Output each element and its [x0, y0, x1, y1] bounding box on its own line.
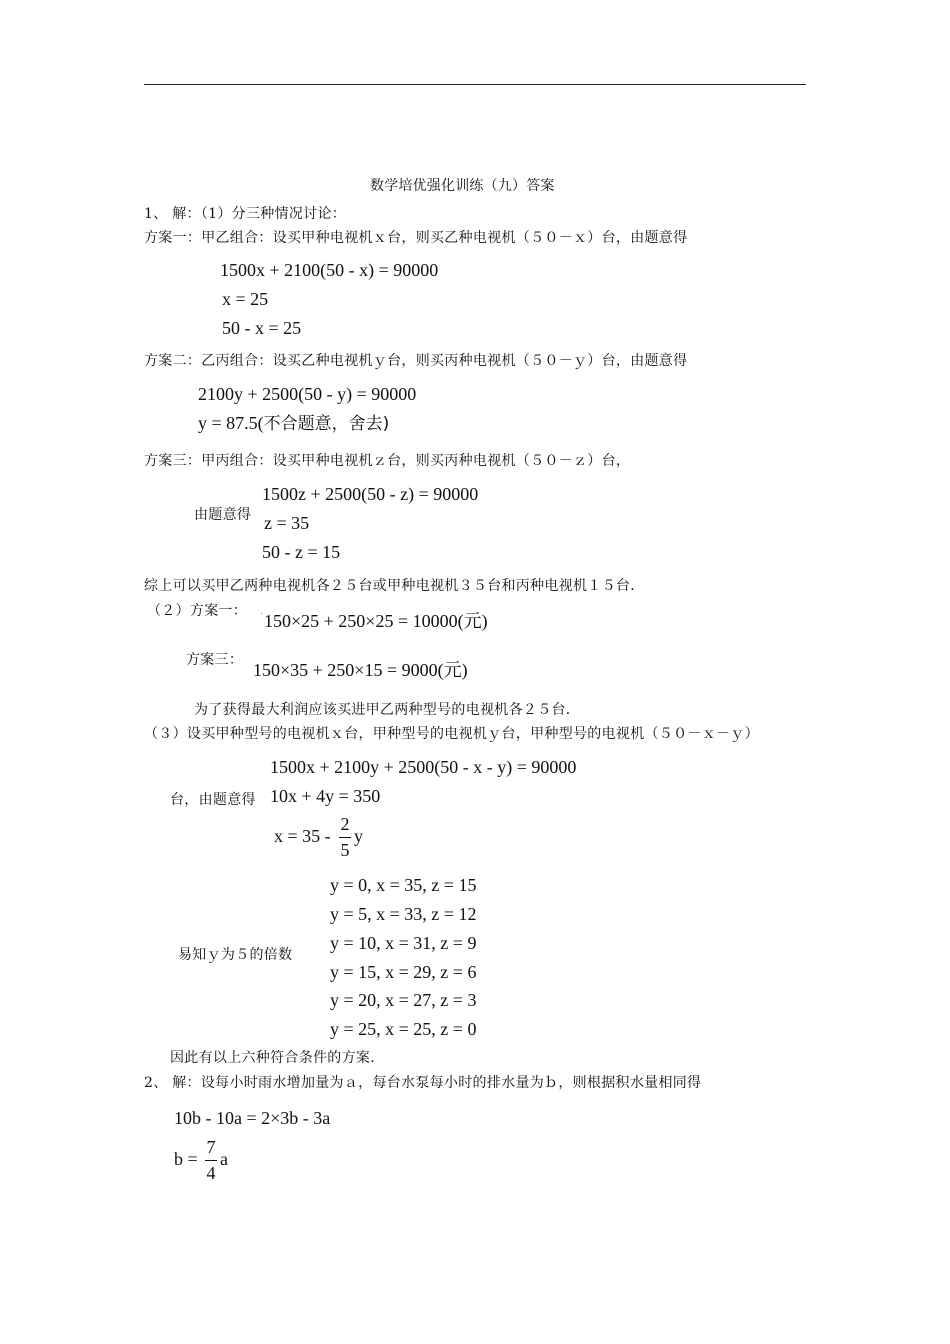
plan3-text: 方案三：甲丙组合：设买甲种电视机ｚ台，则买丙种电视机（５０－ｚ）台， — [144, 453, 631, 469]
part3-eq2: 10x + 4y = 350 — [270, 786, 381, 806]
page-title: 数学培优强化训练（九）答案 — [370, 178, 555, 194]
part3-text: （３）设买甲种型号的电视机ｘ台，甲种型号的电视机ｙ台，甲种型号的电视机（５０－ｘ－ｙ） — [144, 726, 759, 742]
plan3-eq1: 1500z + 2500(50 - z) = 90000 — [262, 484, 479, 504]
solution-row: y = 20, x = 27, z = 3 — [330, 990, 477, 1010]
q1-summary: 综上可以买甲乙两种电视机各２５台或甲种电视机３５台和丙种电视机１５台． — [144, 578, 645, 594]
solution-row: y = 5, x = 33, z = 12 — [330, 904, 477, 924]
q2-eq2-fraction-bar — [205, 1160, 217, 1161]
tick-mark: · — [260, 608, 264, 619]
q2-text: 2、 解：设每小时雨水增加量为ａ，每台水泵每小时的排水量为ｂ，则根据积水量相同得 — [144, 1075, 702, 1091]
part3-eq1: 1500x + 2100y + 2500(50 - x - y) = 90000 — [270, 757, 577, 777]
part3-eq3-right: y — [354, 826, 363, 846]
part2-conclusion: 为了获得最大利润应该买进甲乙两种型号的电视机各２５台． — [194, 702, 581, 718]
plan2-eq2-math: y = 87.5( — [198, 413, 264, 433]
plan1-eq3: 50 - x = 25 — [222, 318, 302, 338]
plan2-eq1: 2100y + 2500(50 - y) = 90000 — [198, 384, 417, 404]
solution-row: y = 10, x = 31, z = 9 — [330, 933, 477, 953]
plan3-eq3: 50 - z = 15 — [262, 542, 341, 562]
part3-eq3-denominator: 5 — [340, 840, 350, 860]
plan3-label: 由题意得 — [194, 507, 252, 523]
q1-intro: 1、 解：（1）分三种情况讨论： — [144, 206, 347, 222]
plan3-eq2: z = 35 — [264, 513, 310, 533]
q2-eq1: 10b - 10a = 2×3b - 3a — [174, 1108, 331, 1128]
q2-eq2-denominator: 4 — [206, 1163, 216, 1183]
plan2-text: 方案二：乙丙组合：设买乙种电视机ｙ台，则买丙种电视机（５０－ｙ）台，由题意得 — [144, 353, 688, 369]
part3-label: 台，由题意得 — [170, 792, 256, 808]
header-rule — [144, 84, 806, 85]
q2-eq2-left: b = — [174, 1149, 198, 1169]
solution-row: y = 25, x = 25, z = 0 — [330, 1019, 477, 1039]
part2-eq1: 150×25 + 250×25 = 10000(元) — [264, 611, 488, 631]
q2-eq2-numerator: 7 — [206, 1137, 216, 1157]
plan1-eq2: x = 25 — [222, 289, 269, 309]
q2-eq2-right: a — [220, 1149, 228, 1169]
solution-row: y = 0, x = 35, z = 15 — [330, 875, 477, 895]
solution-row: y = 15, x = 29, z = 6 — [330, 962, 477, 982]
part3-eq3-fraction-bar — [339, 837, 351, 838]
part2-eq3: 150×35 + 250×15 = 9000(元) — [253, 660, 468, 680]
plan2-eq2 — [198, 413, 389, 434]
part2-label3: 方案三： — [186, 652, 244, 668]
part3-note: 易知ｙ为５的倍数 — [178, 947, 293, 963]
part3-eq3-left: x = 35 - — [274, 826, 331, 846]
part2-label1: （２）方案一： — [147, 603, 248, 619]
part3-conclusion: 因此有以上六种符合条件的方案． — [170, 1050, 385, 1066]
plan2-eq2-note: 不合题意，舍去) — [263, 414, 390, 434]
plan1-text: 方案一：甲乙组合：设买甲种电视机ｘ台，则买乙种电视机（５０－ｘ）台，由题意得 — [144, 230, 688, 246]
plan1-eq1: 1500x + 2100(50 - x) = 90000 — [220, 260, 439, 280]
part3-eq3-numerator: 2 — [340, 814, 350, 834]
